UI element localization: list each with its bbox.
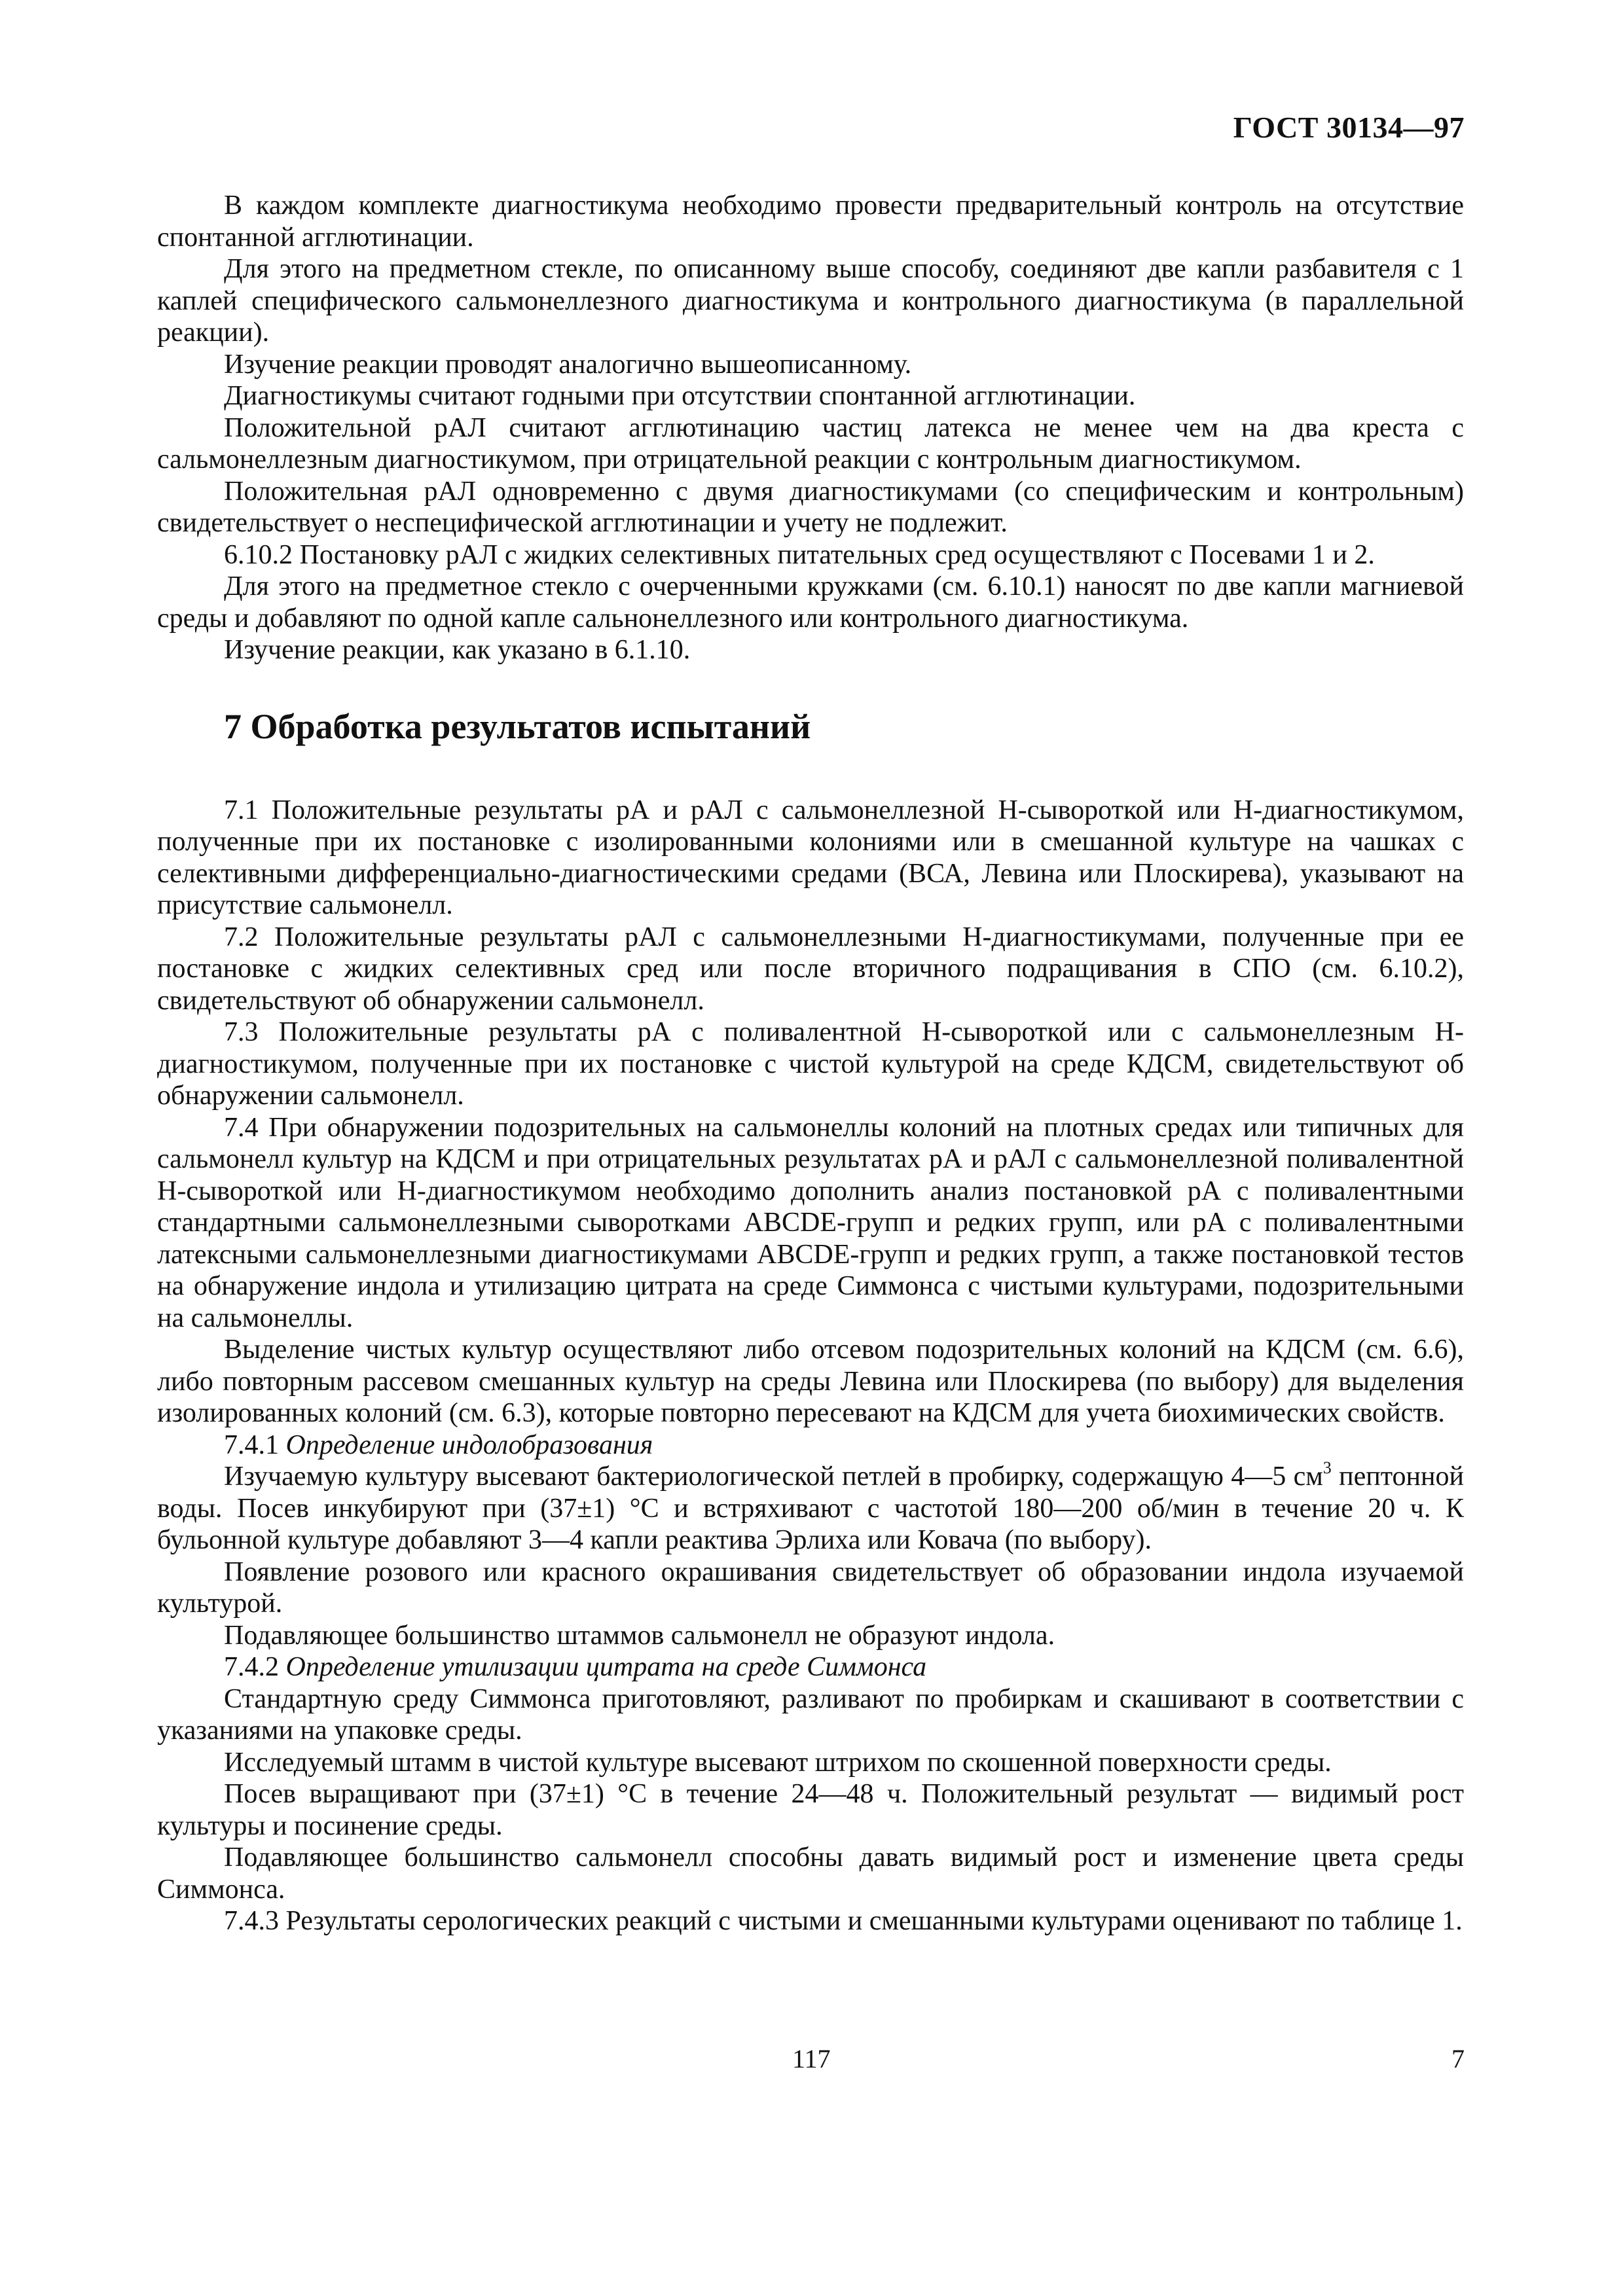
paragraph: 7.1 Положительные результаты рА и рАЛ с сальмонеллезной Н-сывороткой или Н-диагностикумом, полученные при их постановке с изолированными колониями или в смешанной культуре на чашках с селективными дифференциально-диагностическими средами (ВСА, Левина или Плоскирева), указывают на присутствие сальмонелл. <box>157 795 1464 920</box>
paragraph: Посев выращивают при (37±1) °С в течение 24—48 ч. Положительный результат — видимый рост культуры и посинение среды. <box>157 1779 1464 1841</box>
subsection-heading-7-4-2 <box>157 1651 1464 1683</box>
paragraph: Подавляющее большинство сальмонелл способны давать видимый рост и изменение цвета среды Симмонса. <box>157 1842 1464 1905</box>
paragraph: 7.2 Положительные результаты рАЛ с сальмонеллезными Н-диагностикумами, полученные при ее постановке с жидких селективных сред или после вторичного подращивания в СПО (см. 6.10.2), свидетельствуют об обнаружении сальмонелл. <box>157 922 1464 1016</box>
paragraph: Исследуемый штамм в чистой культуре высевают штрихом по скошенной поверхности среды. <box>224 1747 1332 1778</box>
paragraph: Появление розового или красного окрашивания свидетельствует об образовании индола изучаемой культурой. <box>157 1556 1464 1619</box>
paragraph: 7.4.3 Результаты серологических реакций с чистыми и смешанными культурами оценивают по таблице 1. <box>224 1906 1463 1936</box>
paragraph: Положительная рАЛ одновременно с двумя диагностикумами (со специфическим и контрольным) свидетельствует о неспецифической агглютинации и учету не подлежит. <box>157 476 1464 538</box>
subsection-title: Определение индолобразования <box>285 1429 653 1460</box>
text-run: Изучаемую культуру высевают бактериологической петлей в пробирку, содержащую 4—5 см <box>224 1462 1323 1492</box>
document-body <box>157 190 1464 1937</box>
paragraph: Стандартную среду Симмонса приготовляют, разливают по пробиркам и скашивают в соответствии с указаниями на упаковке среды. <box>157 1683 1464 1746</box>
paragraph: Для этого на предметное стекло с очерченными кружками (см. 6.10.1) наносят по две капли магниевой среды и добавляют по одной капле сальнонеллезного или контрольного диагностикума. <box>157 571 1464 634</box>
page-number-right: 7 <box>1451 2044 1465 2073</box>
paragraph: Выделение чистых культур осуществляют либо отсевом подозрительных колоний на КДСМ (см. 6.6), либо повторным рассевом смешанных культур на среды Левина или Плоскирева (по выбору) для выделения изолированных колоний (см. 6.3), которые повторно пересевают на КДСМ для учета биохимических свойств. <box>157 1335 1464 1428</box>
paragraph: Диагностикумы считают годными при отсутствии спонтанной агглютинации. <box>224 381 1136 411</box>
superscript: 3 <box>1322 1458 1332 1477</box>
paragraph <box>157 1458 1464 1556</box>
paragraph: Изучение реакции проводят аналогично вышеописанному. <box>224 349 912 380</box>
paragraph: 7.3 Положительные результаты рА с поливалентной Н-сывороткой или с сальмонеллезным Н-диагностикумом, полученные при их постановке с чистой культурой на среде КДСМ, свидетельствуют об обнаружении сальмонелл. <box>157 1017 1464 1111</box>
section-heading: 7 Обработка результатов испытаний <box>224 706 811 746</box>
subsection-title: Определение утилизации цитрата на среде Симмонса <box>285 1652 927 1682</box>
page-number-center: 117 <box>792 2044 831 2073</box>
subsection-heading-7-4-1 <box>157 1429 1464 1462</box>
paragraph: 6.10.2 Постановку рАЛ с жидких селективных питательных сред осуществляют с Посевами 1 и 2. <box>224 539 1375 570</box>
subsection-number: 7.4.1 <box>224 1429 279 1460</box>
paragraph: Изучение реакции, как указано в 6.1.10. <box>224 635 691 665</box>
paragraph: Для этого на предметном стекле, по описанному выше способу, соединяют две капли разбавителя с 1 каплей специфического сальмонеллезного диагностикума и контрольного диагностикума (в параллельной реакции). <box>157 254 1464 348</box>
paragraph: В каждом комплекте диагностикума необходимо провести предварительный контроль на отсутствие спонтанной агглютинации. <box>157 190 1464 253</box>
standard-code-header: ГОСТ 30134—97 <box>1233 111 1465 144</box>
text-run: пептонной воды. Посев инкубируют при (37±1) °С и встряхивают с частотой 180—200 об/мин в течение 20 ч. К бульонной культуре добавляют 3—4 капли реактива Эрлиха или Ковача (по выбору). <box>157 1462 1464 1555</box>
subsection-number: 7.4.2 <box>224 1652 279 1682</box>
paragraph: 7.4 При обнаружении подозрительных на сальмонеллы колоний на плотных средах или типичных для сальмонелл культур на КДСМ и при отрицательных результатах рА и рАЛ с сальмонеллезной поливалентной Н-сывороткой или Н-диагностикумом необходимо дополнить анализ постановкой рА с поливалентными стандартными сальмонеллезными сыворотками ABCDE-групп и редких групп, или рА с поливалентными латексными сальмонеллезными диагностикумами ABCDE-групп и редких групп, а также постановкой тестов на обнаружение индола и утилизацию цитрата на среде Симмонса с чистыми культурами, подозрительными на сальмонеллы. <box>157 1112 1464 1333</box>
paragraph: Положительной рАЛ считают агглютинацию частиц латекса не менее чем на два креста с сальмонеллезным диагностикумом, при отрицательной реакции с контрольным диагностикумом. <box>157 412 1464 475</box>
paragraph: Подавляющее большинство штаммов сальмонелл не образуют индола. <box>224 1620 1055 1651</box>
